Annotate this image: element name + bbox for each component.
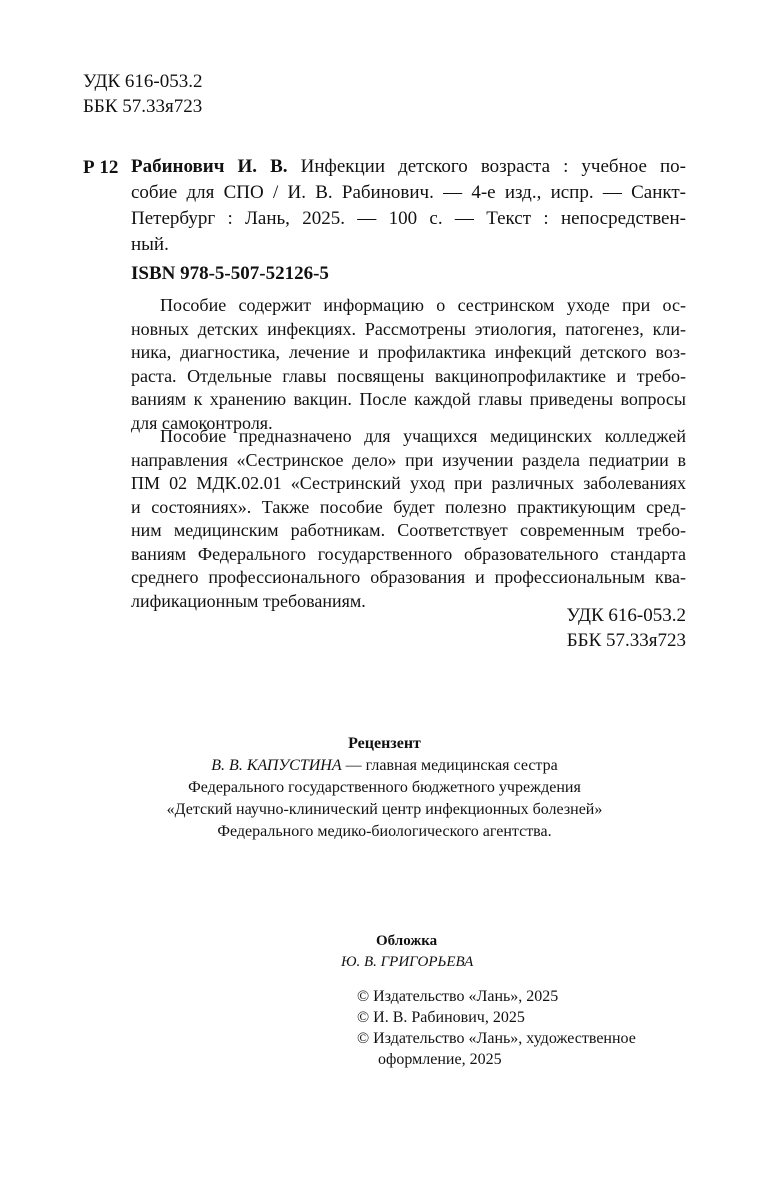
copyright-line: © И. В. Рабинович, 2025 (357, 1009, 525, 1026)
annotation-p1-line: Пособие содержит информацию о сестринском уходе при ос- (160, 295, 686, 315)
cover-designer: Ю. В. ГРИГОРЬЕВА (341, 954, 474, 970)
annotation-p1-line: для самоконтроля. (131, 412, 273, 433)
reviewer-name: В. В. КАПУСТИНА (211, 757, 342, 774)
annotation-p2-line: лификационным требованиям. (131, 590, 366, 611)
author-name: Рабинович И. В. (131, 156, 288, 177)
annotation-p1-line: ника, диагностика, лечение и профилактика инфекций детского воз- (131, 342, 686, 362)
annotation-p2-line: ним медицинским работникам. Соответствует современным требо- (131, 520, 686, 540)
annotation-p2-line: ваниям Федерального государственного образовательного стандарта (131, 543, 686, 564)
reviewer-org-line: Федерального медико-биологического агентства. (217, 823, 552, 840)
reviewer-name-line (0, 755, 769, 777)
bibliographic-line-3: Петербург : Лань, 2025. — 100 с. — Текст : непосредствен- (131, 208, 686, 229)
copyright-line: оформление, 2025 (378, 1051, 502, 1068)
annotation-p1-line: ваниям к хранению вакцин. После каждой главы приведены вопросы (131, 389, 686, 409)
bbk-code-bottom: ББК 57.33я723 (566, 630, 686, 651)
udk-code-top: УДК 616-053.2 (83, 71, 203, 92)
annotation-p2-line: среднего профессионального образования и профессиональным ква- (131, 567, 686, 587)
bbk-code-top: ББК 57.33я723 (83, 96, 203, 117)
annotation-p2-line: Пособие предназначено для учащихся медицинских колледжей (160, 426, 686, 446)
bibliographic-line-4: ный. (131, 234, 169, 255)
copyright-line: © Издательство «Лань», 2025 (357, 988, 559, 1005)
author-sign-code: Р 12 (83, 157, 119, 178)
bibliographic-line-1 (131, 154, 686, 180)
reviewer-org-line: «Детский научно-клинический центр инфекционных болезней» (166, 801, 603, 818)
annotation-p2-line: и состояниях». Также пособие будет полезно практикующим сред- (131, 496, 686, 517)
title-text: Инфекции детского возраста : учебное по- (287, 156, 686, 177)
reviewer-position: — главная медицинская сестра (341, 757, 558, 774)
annotation-p1-line: раста. Отдельные главы посвящены вакцинопрофилактике и требо- (131, 365, 686, 386)
reviewer-heading: Рецензент (348, 735, 421, 752)
copyright-line: © Издательство «Лань», художественное (357, 1030, 636, 1047)
udk-code-bottom: УДК 616-053.2 (566, 605, 686, 626)
reviewer-org-line: Федерального государственного бюджетного учреждения (188, 779, 581, 796)
cover-heading: Обложка (376, 933, 438, 949)
isbn: ISBN 978-5-507-52126-5 (131, 263, 329, 284)
annotation-p1-line: новных детских инфекциях. Рассмотрены этиология, патогенез, кли- (131, 318, 686, 339)
annotation-p2-line: направления «Сестринское дело» при изучении раздела педиатрии в (131, 449, 686, 470)
bibliographic-line-2: собие для СПО / И. В. Рабинович. — 4-е изд., испр. — Санкт- (131, 182, 686, 203)
annotation-p2-line: ПМ 02 МДК.02.01 «Сестринский уход при различных заболеваниях (131, 473, 686, 493)
